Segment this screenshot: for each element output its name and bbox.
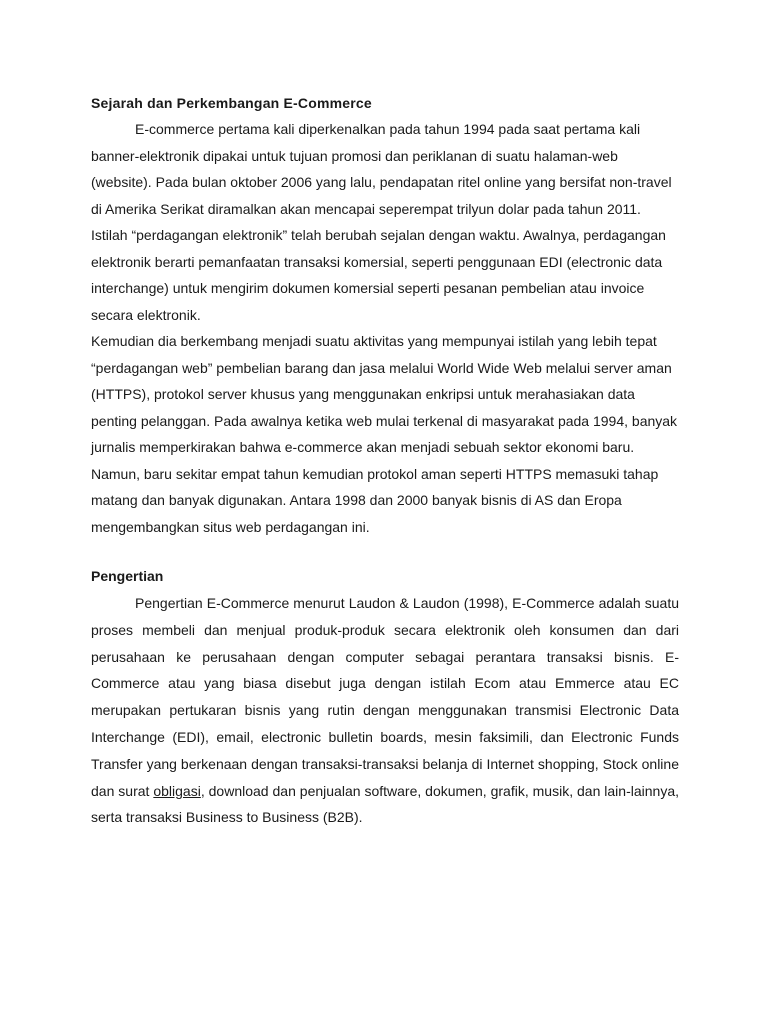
section-title-sejarah: Sejarah dan Perkembangan E-Commerce bbox=[91, 95, 372, 111]
paragraph-definition bbox=[91, 590, 679, 831]
document-body bbox=[91, 90, 679, 831]
paragraph-history-development: Kemudian dia berkembang menjadi suatu aktivitas yang mempunyai istilah yang lebih tepat “perdagangan web” pembelian barang dan jasa melalui World Wide Web melalui server aman (HTTPS), protokol server khusus yang menggunakan enkripsi untuk merahasiakan data penting pelanggan. Pada awalnya ketika web mulai terkenal di masyarakat pada 1994, banyak jurnalis memperkirakan bahwa e-commerce akan menjadi sebuah sektor ekonomi baru. Namun, baru sekitar empat tahun kemudian protokol aman seperti HTTPS memasuki tahap matang dan banyak digunakan. Antara 1998 dan 2000 banyak bisnis di AS dan Eropa mengembangkan situs web perdagangan ini. bbox=[91, 333, 678, 535]
section-spacer bbox=[91, 540, 679, 562]
section-title-pengertian: Pengertian bbox=[91, 568, 164, 584]
paragraph-history-intro: E-commerce pertama kali diperkenalkan pada tahun 1994 pada saat pertama kali banner-elektronik dipakai untuk tujuan promosi dan periklanan di suatu halaman-web (website). Pada bulan oktober 2006 yang lalu, pendapatan ritel online yang bersifat non-travel di Amerika Serikat diramalkan akan mencapai seperempat trilyun dolar pada tahun 2011. Istilah “perdagangan elektronik” telah berubah sejalan dengan waktu. Awalnya, perdagangan elektronik berarti pemanfaatan transaksi komersial, seperti penggunaan EDI (electronic data interchange) untuk mengirim dokumen komersial seperti pesanan pembelian atau invoice secara elektronik. bbox=[91, 121, 672, 323]
definition-text-end: , download dan penjualan software, dokumen, grafik, musik, dan lain-lainnya, serta transaksi Business to Business (B2B). bbox=[91, 782, 679, 826]
definition-text-start: Pengertian E-Commerce menurut Laudon & Laudon (1998), E-Commerce adalah suatu proses membeli dan menjual produk-produk secara elektronik oleh konsumen dan dari perusahaan ke perusahaan dengan computer sebagai perantara transaksi bisnis. E-Commerce atau yang biasa disebut juga dengan istilah Ecom atau Emmerce atau EC merupakan pertukaran bisnis yang rutin dengan menggunakan transmisi Electronic Data Interchange (EDI), email, electronic bulletin boards, mesin faksimili, dan Electronic Funds Transfer yang berkenaan dengan transaksi-transaksi belanja di Internet shopping, Stock online dan surat bbox=[91, 595, 679, 799]
obligasi-link[interactable]: obligasi bbox=[153, 782, 201, 799]
